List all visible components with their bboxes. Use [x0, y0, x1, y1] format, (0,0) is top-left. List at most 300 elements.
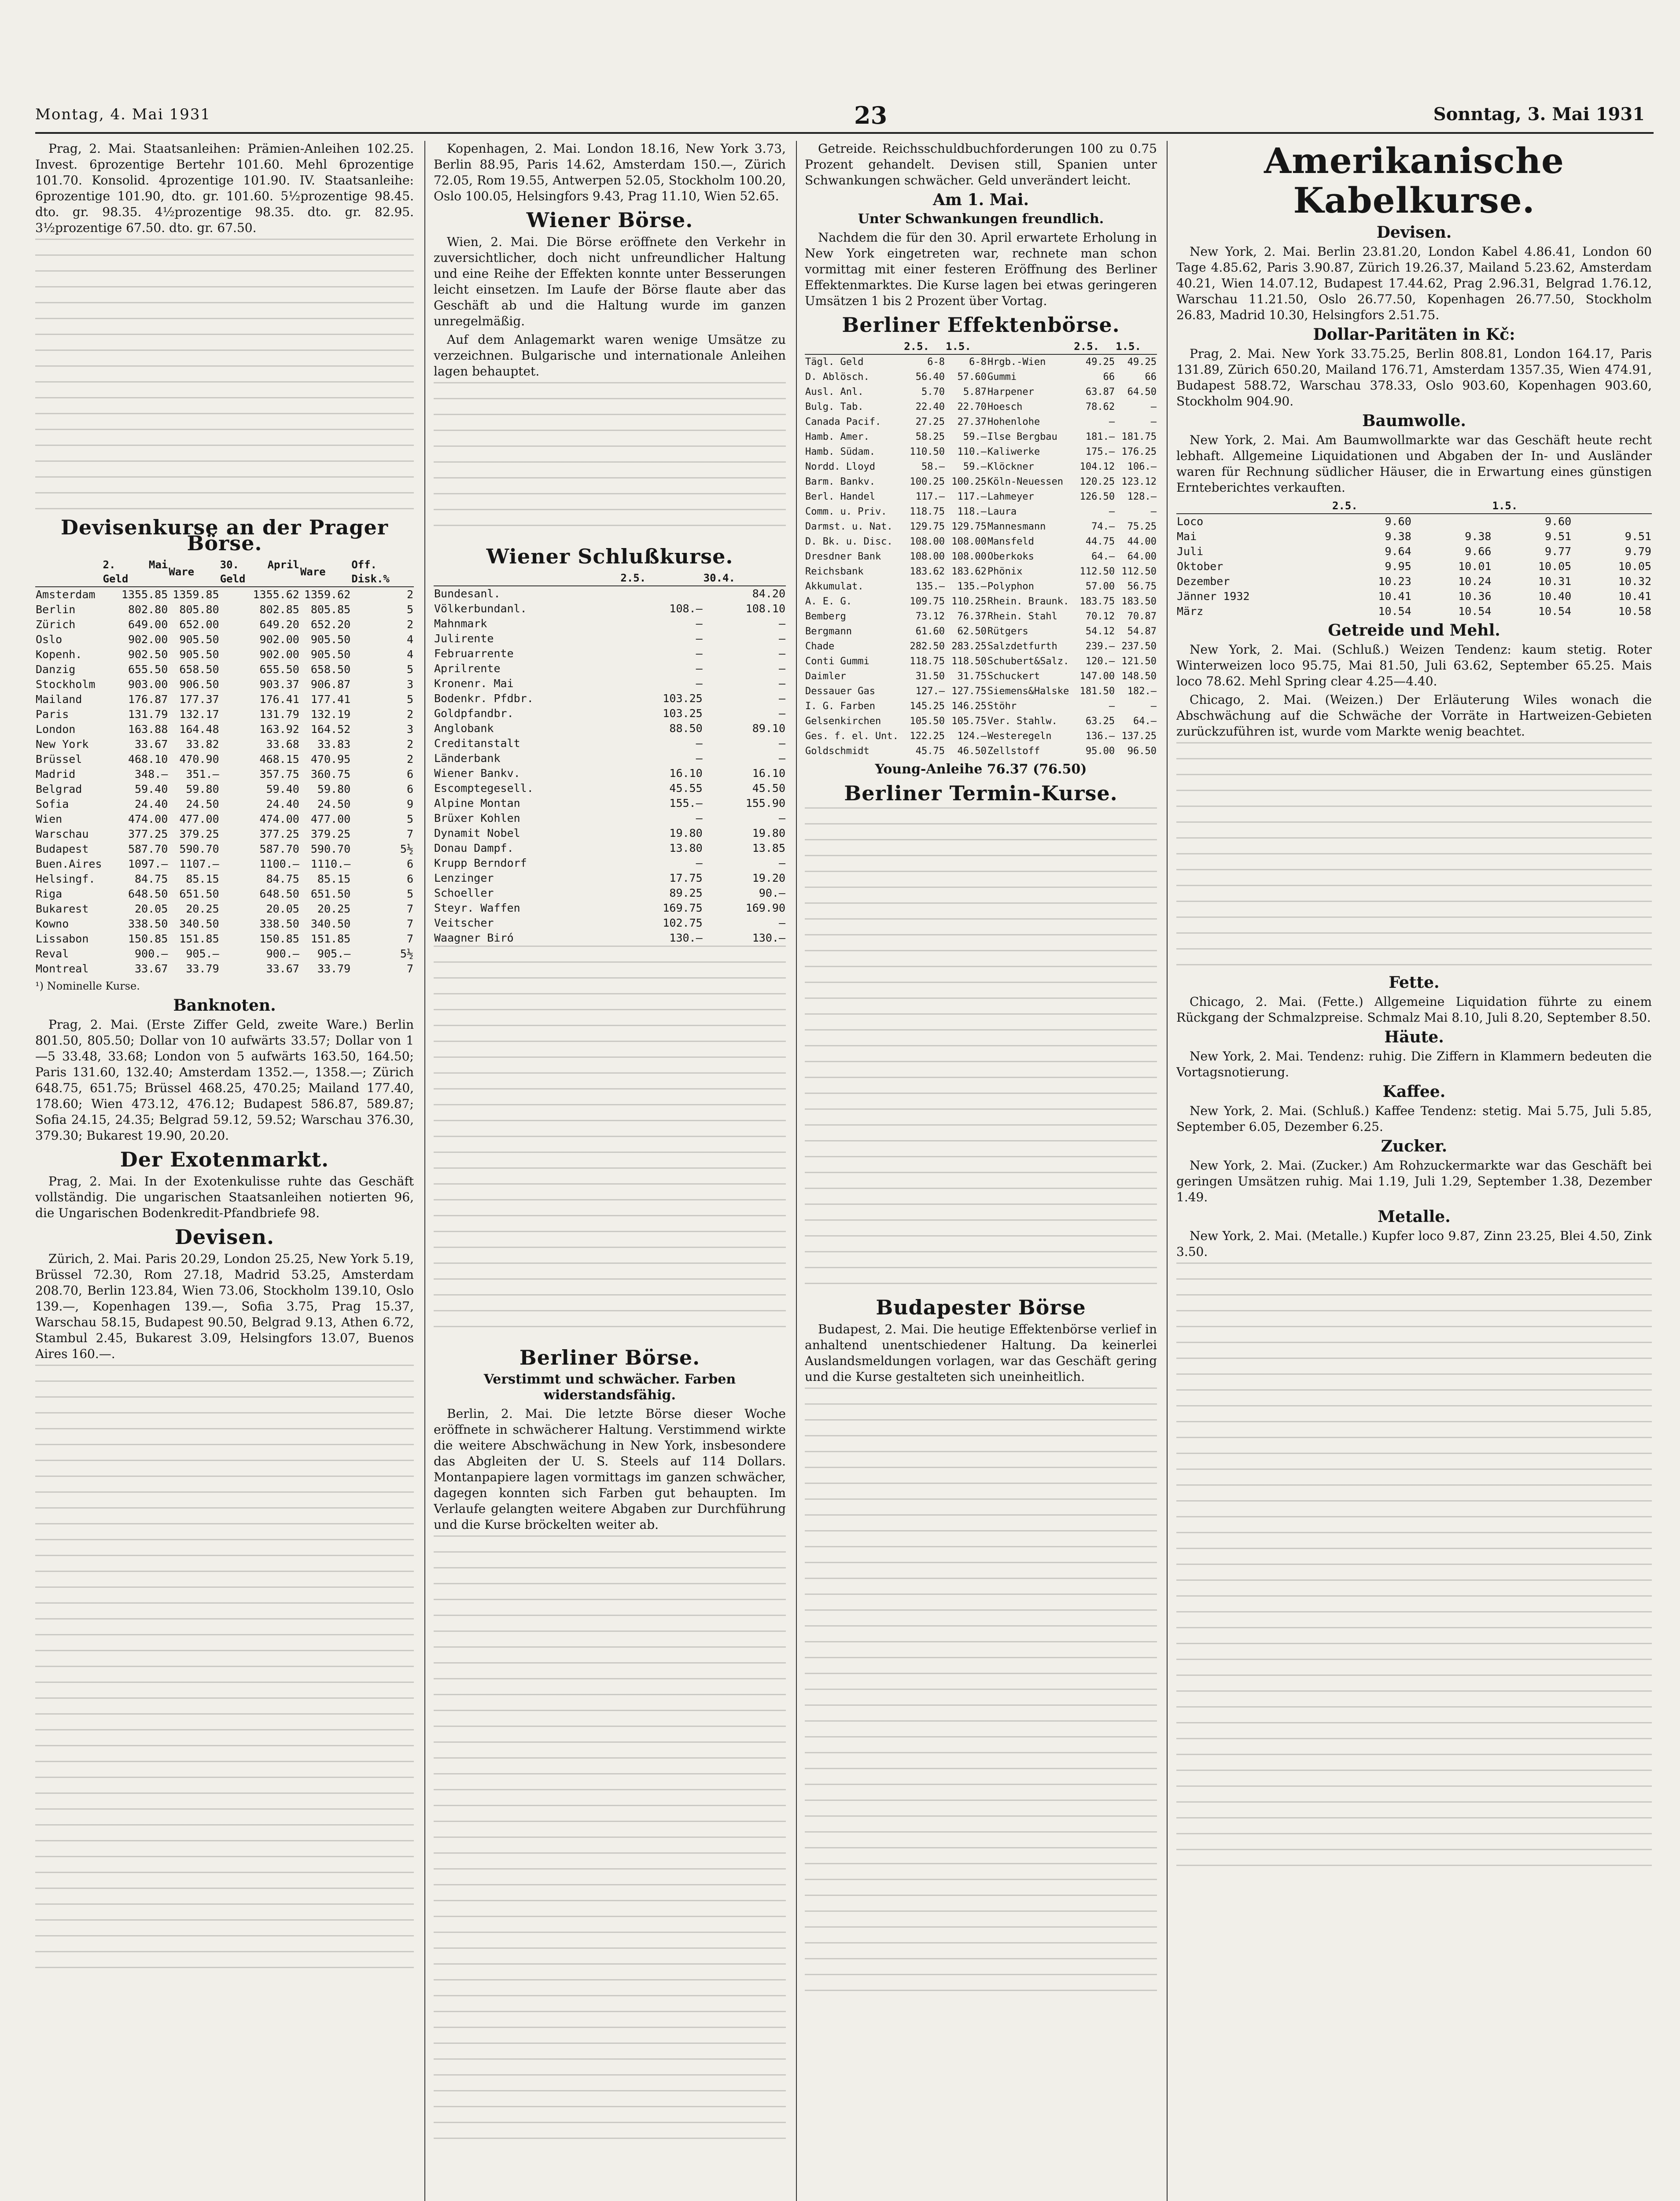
- table-cell: 9.64: [1385, 545, 1411, 558]
- table-cell: 5: [406, 603, 413, 616]
- table-cell: —: [696, 677, 703, 690]
- table-cell: 6: [406, 783, 413, 795]
- haeute-text: New York, 2. Mai. Tendenz: ruhig. Die Ziffern in Klammern bedeuten die Vortagsnotierung.: [1176, 1049, 1652, 1079]
- table-cell: 132.17: [179, 708, 219, 721]
- table-row: [35, 677, 414, 692]
- chicago-text: Chicago, 2. Mai. (Weizen.) Der Erläuterung Wiles wonach die Abschwächung auf die Schwäche der Vorräte in Hartweizen-Gebieten zurückzuführen ist, wurde vom Markte wenig beachtet.: [1176, 692, 1652, 739]
- dense-text-block: [434, 946, 786, 1342]
- table-cell: 27.37: [957, 416, 987, 427]
- table-cell: 340.50: [179, 917, 219, 930]
- header-date-left: Montag, 4. Mai 1931: [35, 106, 211, 123]
- table-header: 30.4.: [703, 570, 786, 586]
- table-cell: Creditanstalt: [434, 737, 520, 750]
- fette-subhead: Fette.: [1389, 973, 1440, 992]
- haeute-subhead: Häute.: [1384, 1028, 1444, 1046]
- table-cell: 117.—: [957, 491, 987, 502]
- table-cell: 120.25: [1079, 476, 1115, 487]
- table-cell: —: [778, 737, 785, 750]
- table-cell: Goldpfandbr.: [434, 707, 514, 720]
- table-row: [434, 676, 786, 691]
- table-cell: 900.—: [266, 947, 299, 960]
- table-cell: 96.50: [1127, 746, 1157, 757]
- table-row: [805, 490, 1157, 504]
- table-header: [805, 339, 903, 354]
- table-cell: 64.—: [1133, 716, 1157, 727]
- table-row: [805, 609, 1157, 624]
- table-cell: 169.75: [663, 902, 703, 914]
- table-cell: 377.25: [128, 828, 168, 840]
- table-cell: 10.24: [1458, 575, 1492, 588]
- table-cell: 155.—: [669, 797, 703, 810]
- table-cell: Lahmeyer: [987, 491, 1034, 502]
- table-cell: Sofia: [36, 798, 69, 810]
- table-cell: 802.80: [128, 603, 168, 616]
- table-cell: —: [778, 752, 785, 765]
- table-cell: 805.80: [179, 603, 219, 616]
- table-cell: 474.00: [128, 813, 168, 825]
- table-cell: 64.—: [1091, 551, 1115, 562]
- table-cell: 148.50: [1121, 671, 1157, 682]
- table-cell: 13.80: [669, 842, 703, 854]
- table-cell: —: [696, 737, 703, 750]
- table-cell: 118.50: [951, 656, 987, 667]
- table-cell: 648.50: [259, 887, 299, 900]
- table-header: 1.5.: [945, 339, 987, 354]
- table-cell: 63.25: [1085, 716, 1115, 727]
- table-cell: [1412, 514, 1492, 529]
- table-cell: 33.68: [266, 738, 299, 751]
- table-cell: 169.90: [745, 902, 785, 914]
- table-cell: Brüxer Kohlen: [434, 812, 520, 824]
- table-cell: 1355.85: [121, 588, 168, 601]
- table-cell: 59.—: [963, 431, 987, 442]
- table-cell: Alpine Montan: [434, 797, 520, 810]
- table-cell: 651.50: [179, 887, 219, 900]
- dollar-subhead: Dollar-Paritäten in Kč:: [1313, 325, 1515, 344]
- table-cell: 338.50: [259, 917, 299, 930]
- table-row: [35, 662, 414, 677]
- table-row: [805, 669, 1157, 684]
- wiener-schluss-table: [434, 570, 786, 946]
- table-row: [1176, 574, 1652, 589]
- table-cell: 9.51: [1545, 530, 1572, 543]
- table-cell: 19.80: [669, 827, 703, 839]
- table-cell: Loco: [1177, 515, 1204, 528]
- table-cell: 136.—: [1085, 731, 1115, 742]
- table-header: 2.5.: [903, 339, 945, 354]
- table-cell: —: [778, 647, 785, 660]
- table-cell: 10.05: [1618, 560, 1651, 573]
- table-cell: 5½: [400, 947, 413, 960]
- am-1-mai-subline: Unter Schwankungen freundlich.: [858, 211, 1104, 227]
- berliner-text: Berlin, 2. Mai. Die letzte Börse dieser Woche eröffnete in schwächerer Haltung. Verstimmend wirkte die weitere Abschwächung in New York, insbesondere das Abgleiten der U. S. Steels auf 114 Dollars. Montanpapiere lagen vormittags im ganzen schwächer, dagegen konnten sich Farben gut behaupten. Im Verlaufe gelangten weitere Abgaben zur Durchführung und die Kurse bröckelten weiter ab.: [434, 1406, 786, 1532]
- table-cell: 150.85: [259, 932, 299, 945]
- table-cell: 70.87: [1127, 611, 1157, 622]
- table-cell: 112.50: [1121, 566, 1157, 577]
- table-cell: —: [696, 617, 703, 630]
- table-cell: 805.85: [310, 603, 351, 616]
- table-cell: 282.50: [910, 641, 945, 652]
- table-cell: 85.15: [317, 872, 351, 885]
- table-row: [35, 857, 414, 872]
- column-separator: [1167, 141, 1168, 2201]
- table-cell: 16.10: [752, 767, 785, 780]
- table-cell: —: [778, 662, 785, 675]
- exoten-text: Prag, 2. Mai. In der Exotenkulisse ruhte das Geschäft vollständig. Die ungarischen Staatsanleihen notierten 96, die Ungarischen Bodenkredit-Pfandbriefe 98.: [35, 1174, 414, 1220]
- table-cell: 6: [406, 858, 413, 870]
- table-cell: D. Bk. u. Disc.: [805, 536, 893, 547]
- table-cell: Akkumulat.: [805, 581, 864, 592]
- table-row: [35, 902, 414, 916]
- table-cell: 10.54: [1458, 605, 1492, 618]
- table-cell: 340.50: [310, 917, 351, 930]
- table-cell: Kronenr. Mai: [434, 677, 514, 690]
- table-cell: —: [1150, 506, 1157, 517]
- table-row: [805, 579, 1157, 594]
- page-number: 23: [854, 101, 888, 129]
- table-cell: 24.50: [186, 798, 219, 810]
- table-cell: 108.00: [951, 551, 987, 562]
- table-cell: 9.60: [1545, 515, 1572, 528]
- table-cell: 183.62: [910, 566, 945, 577]
- table-cell: —: [778, 812, 785, 824]
- dense-text-block: [35, 239, 414, 512]
- table-cell: 88.50: [669, 722, 703, 735]
- table-cell: 357.75: [259, 768, 299, 780]
- table-cell: Bundesanl.: [434, 587, 501, 600]
- table-cell: 9.66: [1465, 545, 1492, 558]
- table-cell: 61.60: [915, 626, 945, 637]
- getreide-intro-text: Getreide. Reichsschuldbuchforderungen 100 zu 0.75 Prozent gehandelt. Devisen still, Spanien unter Schwankungen schwächer. Geld unverändert leicht.: [805, 141, 1157, 188]
- table-cell: 108.00: [951, 536, 987, 547]
- table-row: [1176, 544, 1652, 559]
- table-cell: 128.—: [1127, 491, 1157, 502]
- table-row: [35, 931, 414, 946]
- table-cell: 652.00: [179, 618, 219, 631]
- table-cell: 132.19: [310, 708, 351, 721]
- table-cell: 5.70: [921, 386, 945, 398]
- table-cell: 902.00: [128, 633, 168, 646]
- am-1-mai-text: Nachdem die für den 30. April erwartete Erholung in New York eingetreten war, rechnete man schon vormittag mit einer festeren Eröffnung des Berliner Effektenmarktes. Die Kurse lagen bei etwas geringeren Umsätzen 1 bis 2 Prozent über Vortag.: [805, 230, 1157, 308]
- table-cell: 5: [406, 663, 413, 676]
- table-cell: 89.25: [669, 887, 703, 899]
- table-cell: Hoesch: [987, 401, 1023, 412]
- table-cell: Berl. Handel: [805, 491, 875, 502]
- table-row: [35, 722, 414, 737]
- table-cell: —: [1109, 701, 1115, 712]
- table-cell: 164.52: [310, 723, 351, 736]
- table-row: [434, 616, 786, 631]
- table-cell: 84.75: [266, 872, 299, 885]
- kaffee-subhead: Kaffee.: [1382, 1082, 1446, 1101]
- table-cell: 175.—: [1085, 446, 1115, 457]
- table-row: [35, 916, 414, 931]
- table-cell: 22.40: [915, 401, 945, 412]
- table-cell: 59.80: [317, 783, 351, 795]
- table-cell: 183.75: [1079, 596, 1115, 607]
- table-cell: —: [1109, 416, 1115, 427]
- fx-footnote: ¹) Nominelle Kurse.: [35, 980, 140, 992]
- dense-text-block: [805, 1388, 1157, 2004]
- table-cell: Ver. Stahlw.: [987, 716, 1057, 727]
- table-cell: 5: [406, 813, 413, 825]
- wiener-boerse-title: Wiener Börse.: [526, 208, 693, 232]
- staatsanleihen-text: Prag, 2. Mai. Staatsanleihen: Prämien-Anleihen 102.25. Invest. 6prozentige Bertehr 101.60. Mehl 6prozentige 101.70. Konsolid. 4prozentige 101.90. IV. Staatsanleihe: 6prozentige 101.90, dto. gr. 101.60. 5½prozentige 98.45. dto. gr. 98.35. 4½prozentige 98.35. dto. gr. 82.95. 3½prozentige 67.50. dto. gr. 67.50.: [35, 141, 414, 235]
- dense-text-block: [35, 1365, 414, 1981]
- table-cell: Rhein. Stahl: [987, 611, 1057, 622]
- table-cell: 658.50: [310, 663, 351, 676]
- table-cell: 59.40: [266, 783, 299, 795]
- table-row: [35, 602, 414, 617]
- table-cell: 127.75: [951, 686, 987, 697]
- table-row: [434, 721, 786, 736]
- cotton-table: [1176, 498, 1652, 619]
- table-cell: Bemberg: [805, 611, 846, 622]
- table-cell: Ausl. Anl.: [805, 386, 864, 398]
- effekten-title: Berliner Effektenbörse.: [842, 313, 1120, 337]
- table-cell: 649.20: [259, 618, 299, 631]
- table-cell: 66: [1103, 372, 1115, 383]
- table-cell: 470.90: [179, 753, 219, 766]
- column-3: [805, 141, 1157, 2201]
- zucker-subhead: Zucker.: [1381, 1137, 1448, 1156]
- table-cell: 652.20: [310, 618, 351, 631]
- table-cell: [620, 586, 703, 601]
- table-row: [434, 796, 786, 811]
- table-cell: 9.60: [1385, 515, 1411, 528]
- ny-devisen-text: New York, 2. Mai. Berlin 23.81.20, London Kabel 4.86.41, London 60 Tage 4.85.62, Paris 3.90.87, Zürich 19.26.37, Mailand 5.23.62, Amsterdam 40.21, Wien 14.07.12, Budapest 17.44.62, Prag 2.96.31, Belgrad 1.76.12, Warschau 11.21.50, Oslo 26.77.50, Kopenhagen 26.77.50, Stockholm 26.83, Madrid 10.30, Helsingfors 2.51.75.: [1176, 244, 1652, 322]
- table-row: [805, 654, 1157, 669]
- table-cell: 33.83: [317, 738, 351, 751]
- table-cell: —: [696, 662, 703, 675]
- table-cell: Madrid: [36, 768, 76, 780]
- table-cell: 64.00: [1127, 551, 1157, 562]
- table-row: [35, 752, 414, 767]
- table-cell: 129.75: [910, 521, 945, 532]
- table-cell: —: [778, 916, 785, 929]
- table-cell: 10.54: [1378, 605, 1411, 618]
- table-cell: Dessauer Gas: [805, 686, 875, 697]
- prague-fx-table: [35, 557, 414, 976]
- table-cell: —: [1150, 416, 1157, 427]
- table-cell: 46.50: [957, 746, 987, 757]
- table-cell: Oktober: [1177, 560, 1223, 573]
- table-cell: 33.79: [186, 962, 219, 975]
- table-cell: —: [696, 752, 703, 765]
- table-cell: Köln-Neuessen: [987, 476, 1064, 487]
- baumwolle-subhead: Baumwolle.: [1362, 412, 1466, 430]
- table-row: [805, 445, 1157, 460]
- table-header: 1.5.: [1115, 339, 1157, 354]
- table-row: [434, 826, 786, 841]
- table-cell: Krupp Berndorf: [434, 857, 527, 869]
- table-cell: Bergmann: [805, 626, 852, 637]
- table-cell: 7: [406, 917, 413, 930]
- table-cell: 27.25: [915, 416, 945, 427]
- table-cell: Anglobank: [434, 722, 494, 735]
- header-date-right: Sonntag, 3. Mai 1931: [1433, 104, 1645, 125]
- table-cell: —: [778, 632, 785, 645]
- table-cell: Paris: [36, 708, 69, 721]
- table-cell: 150.85: [128, 932, 168, 945]
- table-cell: 474.00: [259, 813, 299, 825]
- table-cell: 6-8: [969, 357, 987, 368]
- table-cell: 130.—: [752, 931, 785, 944]
- getreide-subhead: Getreide und Mehl.: [1328, 621, 1500, 640]
- table-cell: 78.62: [1085, 401, 1115, 412]
- table-cell: 129.75: [951, 521, 987, 532]
- table-row: [1176, 589, 1652, 604]
- table-row: [805, 699, 1157, 714]
- table-cell: 58.25: [915, 431, 945, 442]
- table-cell: 66: [1145, 372, 1157, 383]
- table-cell: Steyr. Waffen: [434, 902, 520, 914]
- table-cell: 45.55: [669, 782, 703, 795]
- table-cell: 110.25: [951, 596, 987, 607]
- table-cell: Helsingf.: [36, 872, 96, 885]
- table-header: [987, 339, 1073, 354]
- dense-text-block: [434, 382, 786, 541]
- table-cell: Waagner Biró: [434, 931, 514, 944]
- table-cell: Dezember: [1177, 575, 1230, 588]
- table-cell: 45.75: [915, 746, 945, 757]
- table-cell: Salzdetfurth: [987, 641, 1057, 652]
- table-row: [434, 931, 786, 946]
- table-cell: 10.01: [1458, 560, 1492, 573]
- table-header: 2.5.: [1332, 498, 1412, 514]
- table-cell: 10.05: [1538, 560, 1572, 573]
- table-cell: 126.50: [1079, 491, 1115, 502]
- table-cell: Hohenlohe: [987, 416, 1040, 427]
- devisen-text: Zürich, 2. Mai. Paris 20.29, London 25.25, New York 5.19, Brüssel 72.30, Rom 27.18, Madrid 53.25, Amsterdam 208.70, Berlin 123.84, Wien 73.06, Stockholm 139.10, Oslo 139.—, Kopenhagen 139.—, Sofia 3.75, Prag 15.37, Warschau 58.15, Budapest 90.50, Belgrad 9.13, Athen 6.72, Stambul 2.45, Bukarest 3.09, Helsingfors 13.07, Buenos Aires 160.—.: [35, 1251, 414, 1361]
- baumwolle-text: New York, 2. Mai. Am Baumwollmarkte war das Geschäft heute recht lebhaft. Allgemeine Liquidationen und Abgaben der In- und Ausländer waren für Rechnung südlicher Häuser, die in Erwartung eines günstigen Ernteberichtes verkauften.: [1176, 433, 1652, 495]
- table-cell: 59.—: [963, 461, 987, 472]
- table-header: 1.5.: [1492, 498, 1572, 514]
- table-cell: Riga: [36, 887, 63, 900]
- table-cell: 658.50: [179, 663, 219, 676]
- table-cell: Goldschmidt: [805, 746, 869, 757]
- table-row: [434, 781, 786, 796]
- young-anleihe: Young-Anleihe 76.37 (76.50): [875, 762, 1087, 777]
- table-cell: 1107.—: [179, 858, 219, 870]
- table-cell: 57.00: [1085, 581, 1115, 592]
- table-cell: 19.80: [752, 827, 785, 839]
- table-cell: 177.37: [179, 693, 219, 706]
- table-cell: Reval: [36, 947, 69, 960]
- table-cell: Bukarest: [36, 902, 89, 915]
- table-cell: Februarrente: [434, 647, 514, 660]
- table-cell: 84.20: [752, 587, 785, 600]
- table-cell: 151.85: [179, 932, 219, 945]
- table-cell: 468.10: [128, 753, 168, 766]
- table-cell: Barm. Bankv.: [805, 476, 875, 487]
- table-cell: Bodenkr. Pfdbr.: [434, 692, 534, 705]
- table-cell: 110.—: [957, 446, 987, 457]
- table-row: [805, 460, 1157, 475]
- table-cell: Amsterdam: [36, 588, 96, 601]
- dense-text-block: [434, 1535, 786, 2152]
- table-cell: 62.50: [957, 626, 987, 637]
- table-cell: 905.50: [179, 648, 219, 661]
- table-header: [1412, 498, 1492, 514]
- table-header: Off. Disk.%: [351, 557, 414, 587]
- table-cell: —: [1109, 506, 1115, 517]
- table-cell: 2: [406, 753, 413, 766]
- table-cell: —: [1150, 701, 1157, 712]
- table-cell: 906.87: [310, 678, 351, 691]
- table-row: [35, 827, 414, 842]
- anlage-text: Auf dem Anlagemarkt waren wenige Umsätze zu verzeichnen. Bulgarische und internationale Anleihen lagen behauptet.: [434, 332, 786, 379]
- table-cell: 44.00: [1127, 536, 1157, 547]
- table-row: [35, 617, 414, 632]
- table-row: [434, 691, 786, 706]
- table-row: [35, 812, 414, 827]
- table-cell: 33.82: [186, 738, 219, 751]
- kabelkurse-title: Amerikanische Kabelkurse.: [1264, 141, 1564, 221]
- table-cell: 10.36: [1458, 590, 1492, 603]
- table-cell: Mahnmark: [434, 617, 487, 630]
- table-cell: 100.25: [951, 476, 987, 487]
- table-cell: 89.10: [752, 722, 785, 735]
- table-row: [434, 631, 786, 646]
- fx-table-title: Devisenkurse an der Prager Börse.: [61, 515, 388, 555]
- table-header: 30. April Geld: [220, 557, 300, 587]
- table-cell: 151.85: [310, 932, 351, 945]
- table-cell: Conti Gummi: [805, 656, 869, 667]
- table-cell: Darmst. u. Nat.: [805, 521, 893, 532]
- table-cell: 123.12: [1121, 476, 1157, 487]
- table-cell: 5.87: [963, 386, 987, 398]
- table-cell: 49.25: [1127, 357, 1157, 368]
- table-row: [434, 886, 786, 901]
- banknoten-text: Prag, 2. Mai. (Erste Ziffer Geld, zweite Ware.) Berlin 801.50, 805.50; Dollar von 10 aufwärts 33.57; Dollar von 1—5 33.48, 33.68; London von 5 aufwärts 163.50, 164.50; Paris 131.60, 132.40; Amsterdam 1352.—, 1358.—; Zürich 648.75, 651.75; Brüssel 468.25, 470.25; Mailand 177.40, 178.60; Wien 473.12, 476.12; Budapest 586.87, 589.87; Sofia 24.15, 24.35; Belgrad 59.12, 59.52; Warschau 376.30, 379.30; Bukarest 19.90, 20.20.: [35, 1017, 414, 1143]
- table-cell: Juli: [1177, 545, 1204, 558]
- table-cell: —: [1150, 401, 1157, 412]
- metalle-subhead: Metalle.: [1378, 1207, 1451, 1226]
- table-cell: 902.50: [128, 648, 168, 661]
- table-cell: 33.79: [317, 962, 351, 975]
- table-row: [434, 586, 786, 601]
- table-cell: 470.95: [310, 753, 351, 766]
- table-cell: 10.40: [1538, 590, 1572, 603]
- table-row: [434, 856, 786, 871]
- table-cell: Escomptegesell.: [434, 782, 534, 795]
- table-row: [434, 706, 786, 721]
- table-cell: 24.40: [135, 798, 168, 810]
- table-row: [35, 692, 414, 707]
- table-row: [805, 594, 1157, 609]
- table-cell: 9.77: [1545, 545, 1572, 558]
- table-cell: 9.38: [1385, 530, 1411, 543]
- table-cell: 155.90: [745, 797, 785, 810]
- table-cell: 1100.—: [259, 858, 299, 870]
- table-row: [805, 519, 1157, 534]
- table-row: [805, 475, 1157, 490]
- table-cell: 59.80: [186, 783, 219, 795]
- table-row: [434, 736, 786, 751]
- table-row: [35, 782, 414, 797]
- table-cell: 90.—: [759, 887, 785, 899]
- table-row: [434, 871, 786, 886]
- table-cell: 108.—: [669, 602, 703, 615]
- table-cell: Reichsbank: [805, 566, 864, 577]
- table-cell: Völkerbundanl.: [434, 602, 527, 615]
- table-cell: 31.50: [915, 671, 945, 682]
- table-cell: 176.41: [259, 693, 299, 706]
- table-cell: 108.10: [745, 602, 785, 615]
- table-row: [805, 639, 1157, 654]
- table-row: [35, 887, 414, 902]
